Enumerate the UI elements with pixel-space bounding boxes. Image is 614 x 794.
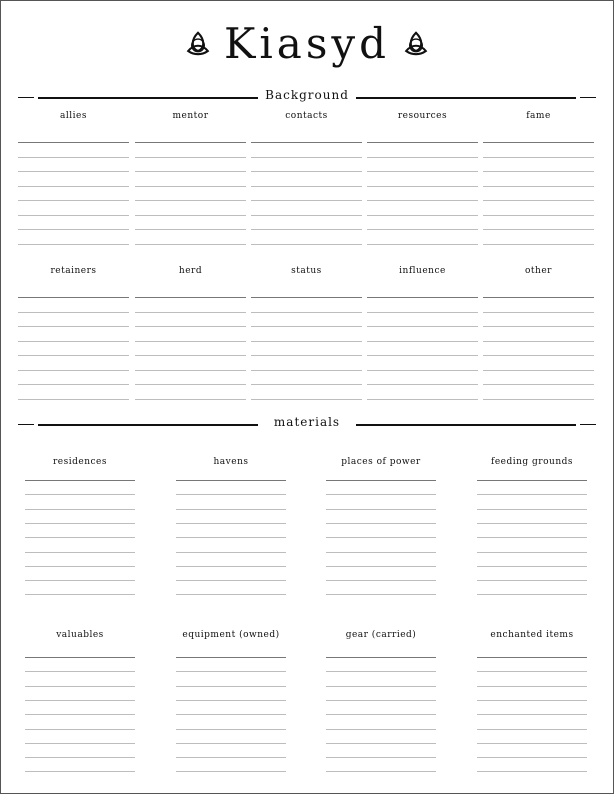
write-line[interactable] xyxy=(25,494,135,495)
field-label: resources xyxy=(397,111,448,121)
write-line[interactable] xyxy=(326,537,436,538)
write-line[interactable] xyxy=(251,186,362,187)
write-line[interactable] xyxy=(135,157,246,158)
write-line[interactable] xyxy=(367,384,478,385)
write-line[interactable] xyxy=(326,580,436,581)
write-line[interactable] xyxy=(25,580,135,581)
write-line[interactable] xyxy=(367,215,478,216)
write-line[interactable] xyxy=(135,326,246,327)
write-line[interactable] xyxy=(367,326,478,327)
field-herd xyxy=(135,266,246,413)
write-line[interactable] xyxy=(483,215,594,216)
write-line[interactable] xyxy=(483,312,594,313)
write-line[interactable] xyxy=(25,566,135,567)
write-line[interactable] xyxy=(176,743,286,744)
write-line[interactable] xyxy=(251,312,362,313)
write-line[interactable] xyxy=(326,714,436,715)
write-line[interactable] xyxy=(25,671,135,672)
write-line[interactable] xyxy=(18,384,129,385)
write-line[interactable] xyxy=(483,399,594,400)
write-line[interactable] xyxy=(18,215,129,216)
title-block xyxy=(0,14,614,74)
field-enchanted-items xyxy=(477,630,587,786)
field-label: feeding grounds xyxy=(491,457,573,467)
write-line[interactable] xyxy=(477,771,587,772)
write-line[interactable] xyxy=(483,355,594,356)
write-line[interactable] xyxy=(367,200,478,201)
materials-heading: materials xyxy=(268,415,346,429)
write-line[interactable] xyxy=(251,341,362,342)
write-line[interactable] xyxy=(477,757,587,758)
field-label: contacts xyxy=(285,111,328,121)
write-line[interactable] xyxy=(25,523,135,524)
write-line[interactable] xyxy=(251,229,362,230)
field-feeding-grounds xyxy=(477,457,587,609)
write-line[interactable] xyxy=(18,399,129,400)
write-line[interactable] xyxy=(176,552,286,553)
write-line[interactable] xyxy=(477,743,587,744)
write-line[interactable] xyxy=(477,480,587,481)
write-line[interactable] xyxy=(18,229,129,230)
field-havens xyxy=(176,457,286,609)
write-line[interactable] xyxy=(367,297,478,298)
write-line[interactable] xyxy=(367,229,478,230)
write-line[interactable] xyxy=(326,480,436,481)
write-line[interactable] xyxy=(477,686,587,687)
write-line[interactable] xyxy=(18,157,129,158)
triquetra-knot-icon xyxy=(184,30,212,58)
write-line[interactable] xyxy=(176,686,286,687)
write-line[interactable] xyxy=(483,297,594,298)
write-line[interactable] xyxy=(367,312,478,313)
write-line[interactable] xyxy=(176,714,286,715)
write-line[interactable] xyxy=(477,537,587,538)
field-label: residences xyxy=(53,457,107,467)
field-label: retainers xyxy=(50,266,97,276)
write-line[interactable] xyxy=(251,297,362,298)
write-line[interactable] xyxy=(176,594,286,595)
write-line[interactable] xyxy=(367,355,478,356)
write-line[interactable] xyxy=(176,494,286,495)
write-line[interactable] xyxy=(477,552,587,553)
field-label: places of power xyxy=(341,457,421,467)
write-line[interactable] xyxy=(135,186,246,187)
write-line[interactable] xyxy=(135,355,246,356)
write-line[interactable] xyxy=(18,244,129,245)
field-contacts xyxy=(251,111,362,258)
write-line[interactable] xyxy=(251,142,362,143)
field-allies xyxy=(18,111,129,258)
write-line[interactable] xyxy=(18,341,129,342)
write-line[interactable] xyxy=(367,244,478,245)
write-line[interactable] xyxy=(483,142,594,143)
write-line[interactable] xyxy=(326,509,436,510)
field-valuables xyxy=(25,630,135,786)
field-status xyxy=(251,266,362,413)
write-line[interactable] xyxy=(176,580,286,581)
write-line[interactable] xyxy=(326,743,436,744)
write-line[interactable] xyxy=(135,341,246,342)
write-line[interactable] xyxy=(477,523,587,524)
field-influence xyxy=(367,266,478,413)
write-line[interactable] xyxy=(367,186,478,187)
page-title: Kiasyd xyxy=(223,19,391,68)
write-line[interactable] xyxy=(176,537,286,538)
write-line[interactable] xyxy=(326,771,436,772)
write-line[interactable] xyxy=(367,171,478,172)
write-line[interactable] xyxy=(477,594,587,595)
write-line[interactable] xyxy=(25,537,135,538)
write-line[interactable] xyxy=(25,480,135,481)
write-line[interactable] xyxy=(135,312,246,313)
write-line[interactable] xyxy=(18,326,129,327)
write-line[interactable] xyxy=(326,729,436,730)
write-line[interactable] xyxy=(18,297,129,298)
write-line[interactable] xyxy=(251,171,362,172)
field-label: equipment (owned) xyxy=(182,630,280,640)
write-line[interactable] xyxy=(25,714,135,715)
write-line[interactable] xyxy=(135,297,246,298)
write-line[interactable] xyxy=(477,729,587,730)
write-line[interactable] xyxy=(18,142,129,143)
write-line[interactable] xyxy=(483,326,594,327)
write-line[interactable] xyxy=(25,771,135,772)
write-line[interactable] xyxy=(477,671,587,672)
write-line[interactable] xyxy=(251,215,362,216)
write-line[interactable] xyxy=(25,657,135,658)
field-label: valuables xyxy=(56,630,104,640)
field-label: havens xyxy=(213,457,249,467)
write-line[interactable] xyxy=(483,384,594,385)
field-label: fame xyxy=(526,111,551,121)
write-line[interactable] xyxy=(483,157,594,158)
write-line[interactable] xyxy=(25,700,135,701)
field-places-of-power xyxy=(326,457,436,609)
write-line[interactable] xyxy=(483,229,594,230)
write-line[interactable] xyxy=(176,700,286,701)
field-label: other xyxy=(525,266,552,276)
write-line[interactable] xyxy=(326,494,436,495)
write-line[interactable] xyxy=(483,171,594,172)
write-line[interactable] xyxy=(477,494,587,495)
write-line[interactable] xyxy=(367,157,478,158)
write-line[interactable] xyxy=(251,326,362,327)
field-label: gear (carried) xyxy=(345,630,417,640)
write-line[interactable] xyxy=(176,729,286,730)
write-line[interactable] xyxy=(176,566,286,567)
triquetra-knot-icon xyxy=(402,30,430,58)
write-line[interactable] xyxy=(25,594,135,595)
write-line[interactable] xyxy=(176,480,286,481)
write-line[interactable] xyxy=(326,757,436,758)
write-line[interactable] xyxy=(367,370,478,371)
background-divider xyxy=(18,88,596,104)
write-line[interactable] xyxy=(25,743,135,744)
write-line[interactable] xyxy=(176,523,286,524)
write-line[interactable] xyxy=(176,671,286,672)
write-line[interactable] xyxy=(326,700,436,701)
write-line[interactable] xyxy=(25,729,135,730)
write-line[interactable] xyxy=(18,186,129,187)
write-line[interactable] xyxy=(483,244,594,245)
write-line[interactable] xyxy=(326,566,436,567)
write-line[interactable] xyxy=(251,370,362,371)
write-line[interactable] xyxy=(251,244,362,245)
write-line[interactable] xyxy=(326,671,436,672)
write-line[interactable] xyxy=(18,200,129,201)
write-line[interactable] xyxy=(25,509,135,510)
write-line[interactable] xyxy=(18,171,129,172)
field-retainers xyxy=(18,266,129,413)
field-other xyxy=(483,266,594,413)
write-line[interactable] xyxy=(135,171,246,172)
write-line[interactable] xyxy=(326,523,436,524)
field-fame xyxy=(483,111,594,258)
materials-divider xyxy=(18,415,596,431)
write-line[interactable] xyxy=(483,186,594,187)
write-line[interactable] xyxy=(367,399,478,400)
field-label: enchanted items xyxy=(490,630,574,640)
write-line[interactable] xyxy=(477,509,587,510)
write-line[interactable] xyxy=(18,370,129,371)
write-line[interactable] xyxy=(135,399,246,400)
background-heading: Background xyxy=(259,88,355,102)
write-line[interactable] xyxy=(251,384,362,385)
write-line[interactable] xyxy=(176,509,286,510)
write-line[interactable] xyxy=(176,757,286,758)
field-label: herd xyxy=(178,266,203,276)
field-label: mentor xyxy=(172,111,209,121)
write-line[interactable] xyxy=(326,657,436,658)
write-line[interactable] xyxy=(326,552,436,553)
write-line[interactable] xyxy=(251,157,362,158)
write-line[interactable] xyxy=(367,341,478,342)
write-line[interactable] xyxy=(135,384,246,385)
field-label: influence xyxy=(399,266,446,276)
field-equipment-owned xyxy=(176,630,286,786)
write-line[interactable] xyxy=(25,686,135,687)
write-line[interactable] xyxy=(135,215,246,216)
field-resources xyxy=(367,111,478,258)
write-line[interactable] xyxy=(18,355,129,356)
write-line[interactable] xyxy=(251,399,362,400)
write-line[interactable] xyxy=(135,244,246,245)
write-line[interactable] xyxy=(135,229,246,230)
write-line[interactable] xyxy=(135,142,246,143)
write-line[interactable] xyxy=(477,566,587,567)
write-line[interactable] xyxy=(483,370,594,371)
write-line[interactable] xyxy=(135,370,246,371)
field-label: allies xyxy=(60,111,87,121)
write-line[interactable] xyxy=(326,686,436,687)
write-line[interactable] xyxy=(326,594,436,595)
field-residences xyxy=(25,457,135,609)
write-line[interactable] xyxy=(176,657,286,658)
field-gear-carried xyxy=(326,630,436,786)
write-line[interactable] xyxy=(477,714,587,715)
write-line[interactable] xyxy=(483,200,594,201)
write-line[interactable] xyxy=(251,200,362,201)
write-line[interactable] xyxy=(477,580,587,581)
write-line[interactable] xyxy=(477,657,587,658)
field-mentor xyxy=(135,111,246,258)
write-line[interactable] xyxy=(18,312,129,313)
write-line[interactable] xyxy=(477,700,587,701)
write-line[interactable] xyxy=(25,757,135,758)
write-line[interactable] xyxy=(135,200,246,201)
write-line[interactable] xyxy=(176,771,286,772)
write-line[interactable] xyxy=(367,142,478,143)
write-line[interactable] xyxy=(483,341,594,342)
field-label: status xyxy=(291,266,322,276)
write-line[interactable] xyxy=(251,355,362,356)
write-line[interactable] xyxy=(25,552,135,553)
